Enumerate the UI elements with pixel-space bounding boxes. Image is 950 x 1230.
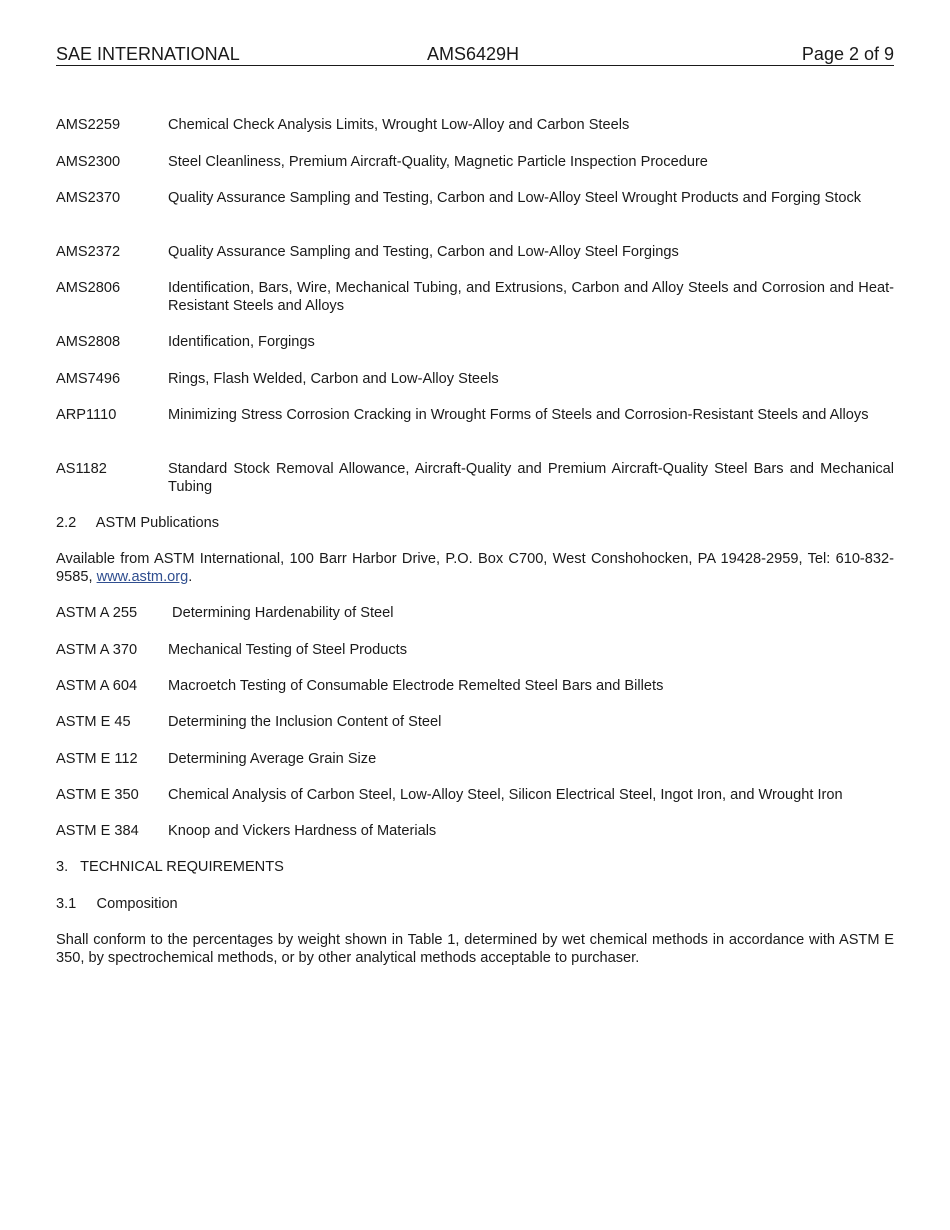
reference-code: AMS2300 (56, 154, 121, 170)
reference-title: Quality Assurance Sampling and Testing, Carbon and Low-Alloy Steel Wrought Products and Forging Stock (168, 190, 862, 206)
reference-code: ASTM E 350 (56, 787, 139, 803)
reference-title: Chemical Check Analysis Limits, Wrought Low-Alloy and Carbon Steels (168, 117, 630, 133)
reference-code: AMS2370 (56, 190, 121, 206)
reference-code: ASTM E 384 (56, 823, 139, 839)
astm-availability-paragraph (56, 550, 894, 586)
reference-code: ARP1110 (56, 407, 117, 423)
header-page-number: Page 2 of 9 (801, 44, 894, 64)
header-document-id: AMS6429H (427, 44, 520, 64)
reference-title: Rings, Flash Welded, Carbon and Low-Alloy Steels (168, 371, 499, 387)
reference-title: Steel Cleanliness, Premium Aircraft-Quality, Magnetic Particle Inspection Procedure (168, 154, 708, 170)
reference-title: Mechanical Testing of Steel Products (168, 642, 408, 658)
reference-code: AMS2372 (56, 244, 121, 260)
astm-availability-end: . (188, 569, 193, 585)
reference-title: Determining Average Grain Size (168, 751, 377, 767)
reference-code: ASTM E 45 (56, 714, 131, 730)
section-heading-astm: 2.2 ASTM Publications (56, 515, 220, 531)
reference-title: Quality Assurance Sampling and Testing, Carbon and Low-Alloy Steel Forgings (168, 244, 679, 260)
astm-website-link[interactable]: www.astm.org (96, 569, 189, 585)
reference-title: Determining the Inclusion Content of Steel (168, 714, 442, 730)
reference-code: ASTM A 370 (56, 642, 138, 658)
reference-code: ASTM E 112 (56, 751, 138, 767)
reference-title: Chemical Analysis of Carbon Steel, Low-Alloy Steel, Silicon Electrical Steel, Ingot Iron, and Wrought Iron (168, 787, 843, 803)
reference-code: AMS2808 (56, 334, 121, 350)
reference-code: AS1182 (56, 461, 107, 477)
astm-availability-text: Available from ASTM International, 100 Barr Harbor Drive, P.O. Box C700, West Conshohocken, PA 19428-2959, Tel: 610-832-9585, (56, 551, 894, 585)
reference-title: Determining Hardenability of Steel (168, 605, 394, 621)
reference-code: ASTM A 604 (56, 678, 138, 694)
reference-title: Identification, Bars, Wire, Mechanical Tubing, and Extrusions, Carbon and Alloy Steels and Corrosion and Heat-Resistant Steels and Alloys (168, 280, 894, 314)
composition-paragraph: Shall conform to the percentages by weight shown in Table 1, determined by wet chemical methods in accordance with ASTM E 350, by spectrochemical methods, or by other analytical methods acceptable to purchaser. (56, 932, 894, 966)
reference-title: Knoop and Vickers Hardness of Materials (168, 823, 437, 839)
reference-title: Macroetch Testing of Consumable Electrode Remelted Steel Bars and Billets (168, 678, 664, 694)
reference-code: AMS2259 (56, 117, 121, 133)
section-heading-technical-requirements: 3. TECHNICAL REQUIREMENTS (56, 859, 284, 875)
reference-code: AMS2806 (56, 280, 121, 296)
section-heading-composition: 3.1 Composition (56, 896, 178, 912)
reference-title: Standard Stock Removal Allowance, Aircraft-Quality and Premium Aircraft-Quality Steel Bars and Mechanical Tubing (168, 461, 894, 495)
header-organization: SAE INTERNATIONAL (56, 44, 240, 64)
reference-code: ASTM A 255 (56, 605, 138, 621)
reference-title: Identification, Forgings (168, 334, 315, 350)
page-header (56, 43, 894, 66)
reference-title: Minimizing Stress Corrosion Cracking in Wrought Forms of Steels and Corrosion-Resistant Steels and Alloys (168, 407, 869, 423)
reference-code: AMS7496 (56, 371, 121, 387)
